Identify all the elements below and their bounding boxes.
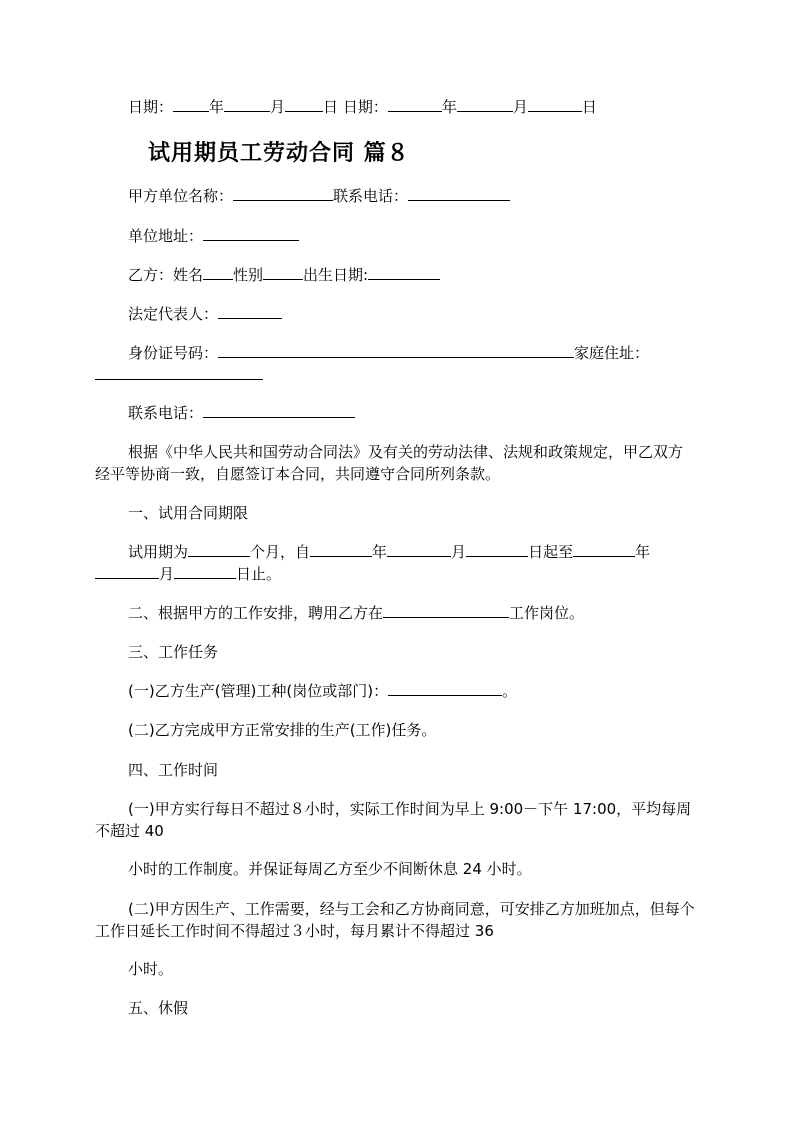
party-b-name-label: 乙方：姓名 bbox=[128, 266, 204, 284]
document-title: 试用期员工劳动合同 篇８ bbox=[148, 140, 410, 166]
legal-rep-label: 法定代表人： bbox=[128, 305, 219, 323]
s2-text: 二、根据甲方的工作安排，聘用乙方在 bbox=[128, 604, 384, 622]
blank bbox=[387, 541, 451, 557]
date-label-1: 日期： bbox=[128, 98, 174, 116]
date-unit: 年 bbox=[209, 98, 225, 116]
date-unit: 月 bbox=[512, 98, 528, 116]
id-number-line bbox=[95, 342, 699, 364]
party-a-phone-blank bbox=[408, 185, 510, 201]
s1-text-part: 年 bbox=[372, 543, 388, 561]
id-number-blank bbox=[218, 342, 574, 358]
s4-item-1-cont-text: 小时的工作制度。并保证每周乙方至少不间断休息 24 小时。 bbox=[128, 860, 532, 878]
section-4-heading bbox=[95, 759, 699, 781]
section-2 bbox=[95, 602, 699, 624]
date-blank bbox=[457, 96, 513, 112]
section-1-heading bbox=[95, 502, 699, 524]
s1-text-part: 日起至 bbox=[528, 543, 574, 561]
s2-text-end: 工作岗位。 bbox=[509, 604, 585, 622]
date-blank bbox=[528, 96, 582, 112]
blank bbox=[188, 541, 250, 557]
party-a-phone-label: 联系电话： bbox=[333, 187, 409, 205]
party-b-gender-blank bbox=[263, 264, 303, 280]
section-5-heading-text: 五、休假 bbox=[128, 999, 189, 1017]
party-a-name-label: 甲方单位名称： bbox=[128, 187, 234, 205]
section-1-text bbox=[95, 541, 695, 585]
s1-text-part: 试用期为 bbox=[128, 543, 189, 561]
s3-item-2-text: (二)乙方完成甲方正常安排的生产(工作)任务。 bbox=[128, 721, 437, 739]
blank bbox=[174, 563, 236, 579]
date-blank bbox=[224, 96, 270, 112]
section-4-item-2-cont bbox=[95, 958, 699, 980]
date-line bbox=[95, 96, 699, 118]
blank bbox=[573, 541, 635, 557]
s4-item-2-cont-text: 小时。 bbox=[128, 960, 174, 978]
section-3-heading-text: 三、工作任务 bbox=[128, 643, 219, 661]
party-b-birth-blank bbox=[368, 264, 440, 280]
party-b-line bbox=[95, 264, 699, 286]
party-a-address-line bbox=[95, 225, 699, 247]
home-address-label: 家庭住址： bbox=[574, 344, 650, 362]
party-b-phone-blank bbox=[203, 402, 355, 418]
date-unit: 月 bbox=[270, 98, 286, 116]
party-b-phone-line bbox=[95, 402, 699, 424]
s1-text-part: 月 bbox=[159, 565, 175, 583]
blank bbox=[310, 541, 372, 557]
section-4-item-1-cont bbox=[95, 858, 699, 880]
section-4-item-2: (二)甲方因生产、工作需要，经与工会和乙方协商同意，可安排乙方加班加点，但每个工作日延长工作时间不得超过３小时，每月累计不得超过 36 bbox=[95, 900, 695, 940]
home-address-blank bbox=[95, 364, 263, 380]
party-a-name-blank bbox=[233, 185, 333, 201]
home-address-line bbox=[95, 364, 699, 386]
position-blank bbox=[383, 602, 509, 618]
section-4-heading-text: 四、工作时间 bbox=[128, 761, 219, 779]
job-blank bbox=[388, 680, 502, 696]
legal-rep-line bbox=[95, 303, 699, 325]
id-number-label: 身份证号码： bbox=[128, 344, 219, 362]
date-blank bbox=[173, 96, 209, 112]
s3-item-1-text: (一)乙方生产(管理)工种(岗位或部门)： bbox=[128, 682, 389, 700]
s1-text-part: 年 bbox=[635, 543, 651, 561]
party-a-address-blank bbox=[203, 225, 299, 241]
s1-text-part: 个月，自 bbox=[250, 543, 311, 561]
date-blank bbox=[388, 96, 442, 112]
section-3-heading bbox=[95, 641, 699, 663]
party-a-address-label: 单位地址： bbox=[128, 227, 204, 245]
intro-paragraph: 根据《中华人民共和国劳动合同法》及有关的劳动法律、法规和政策规定，甲乙双方经平等协商一致，自愿签订本合同，共同遵守合同所列条款。 bbox=[95, 443, 684, 483]
section-3-item-1 bbox=[95, 680, 699, 702]
section-1-heading-text: 一、试用合同期限 bbox=[128, 504, 249, 522]
s1-text-part: 日止。 bbox=[236, 565, 282, 583]
section-3-item-2 bbox=[95, 719, 699, 741]
party-b-birth-label: 出生日期: bbox=[303, 266, 369, 284]
section-4-item-1: (一)甲方实行每日不超过８小时，实际工作时间为早上 9:00－下午 17:00，平均每周不超过 40 bbox=[95, 800, 692, 840]
date-blank bbox=[285, 96, 323, 112]
blank bbox=[95, 563, 159, 579]
legal-rep-blank bbox=[218, 303, 282, 319]
date-unit: 日 bbox=[581, 98, 597, 116]
party-a-name-line bbox=[95, 185, 699, 207]
party-b-phone-label: 联系电话： bbox=[128, 404, 204, 422]
section-5-heading bbox=[95, 997, 699, 1019]
party-b-name-blank bbox=[203, 264, 233, 280]
date-label-2: 日期： bbox=[342, 98, 388, 116]
s3-item-1-end: 。 bbox=[502, 682, 518, 700]
s1-text-part: 月 bbox=[451, 543, 467, 561]
date-unit: 日 bbox=[323, 98, 339, 116]
party-b-gender-label: 性别 bbox=[233, 266, 264, 284]
blank bbox=[466, 541, 528, 557]
date-unit: 年 bbox=[441, 98, 457, 116]
